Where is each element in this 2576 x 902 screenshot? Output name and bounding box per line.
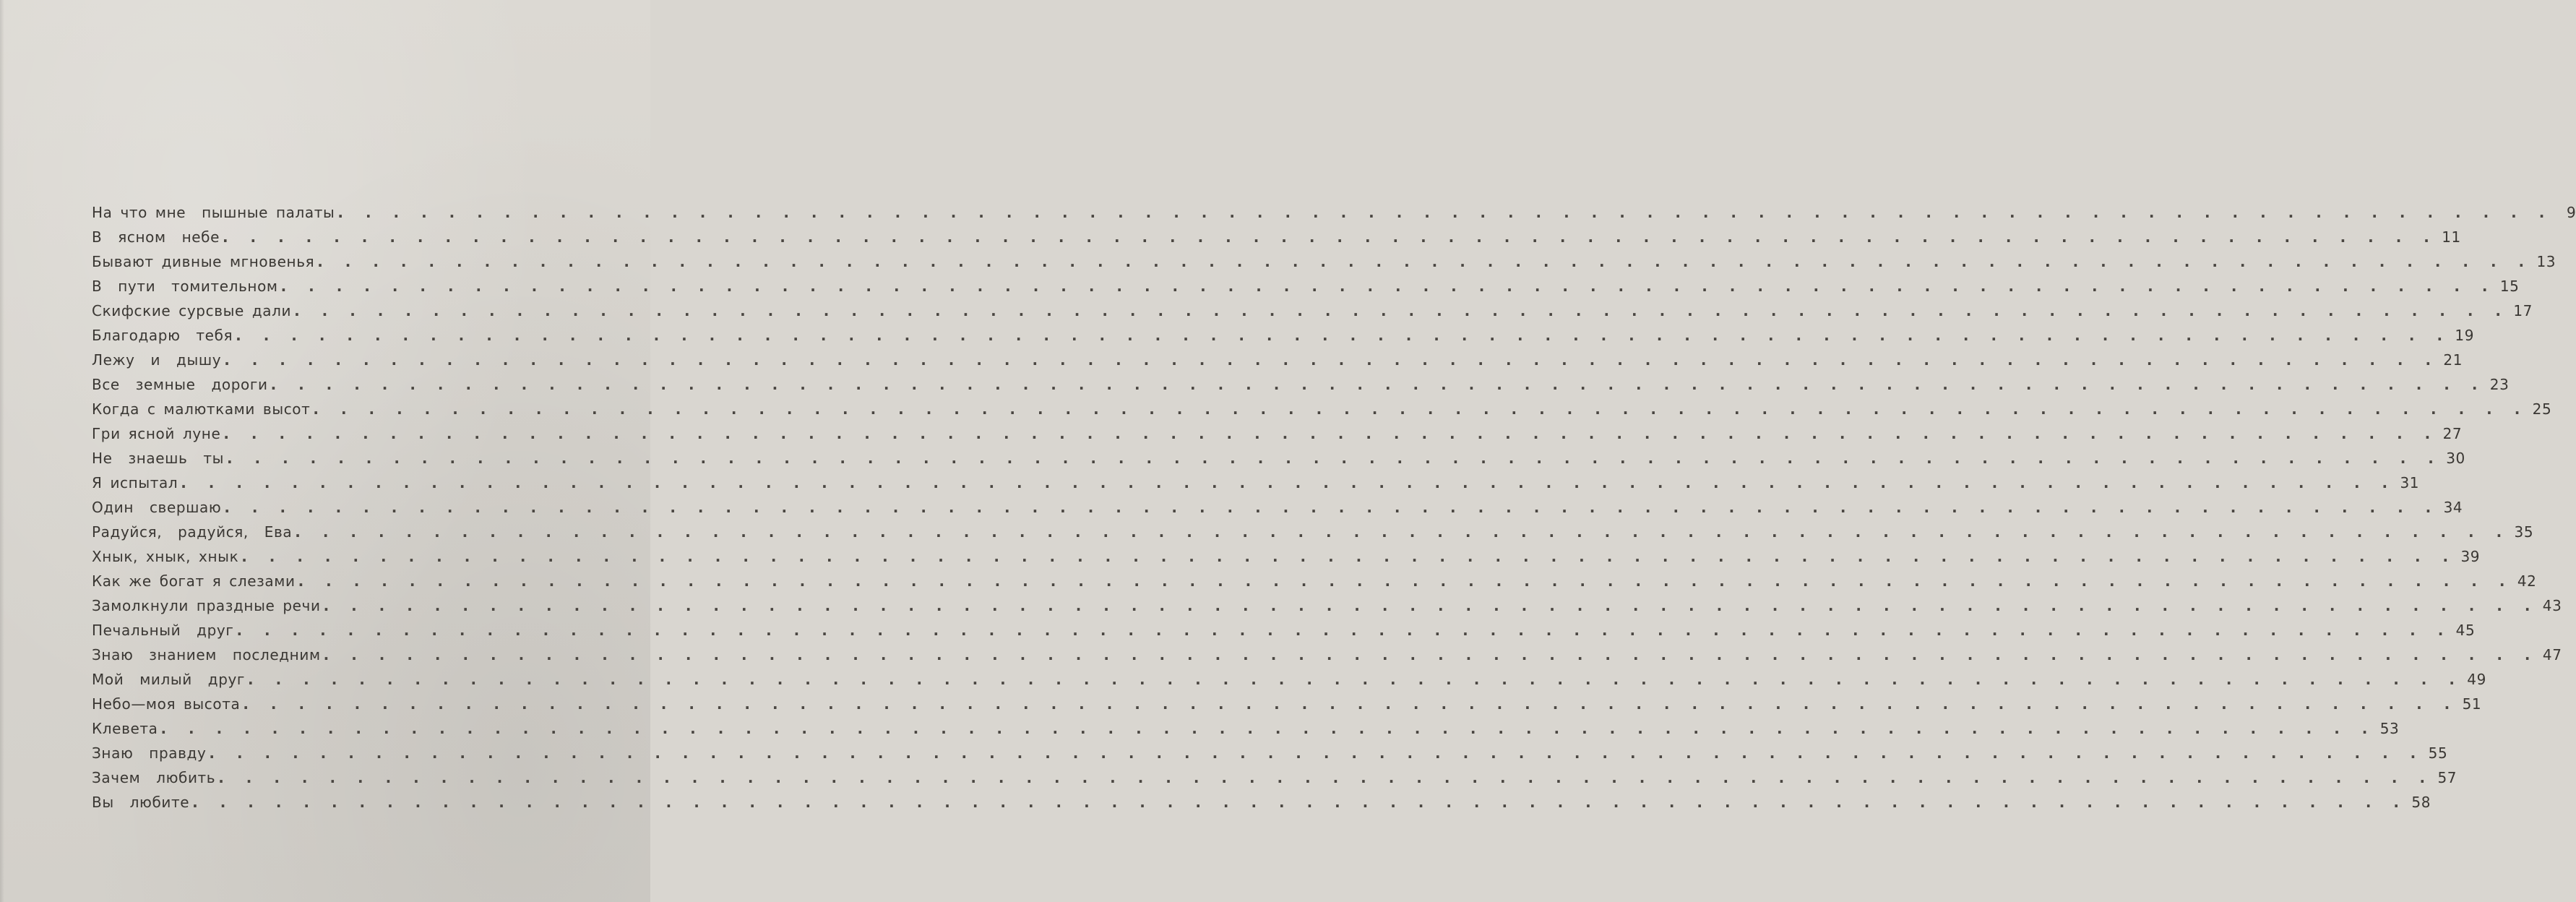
dot-leader: . . . . . . . . . . . . . . . . . . . . . . . . . . . . . . . . . . . . . . . . . . . . . . . . . . . . . . . . . . . . . . . . . . . . . . . . . . . . . . . . bbox=[209, 744, 2424, 762]
toc-entry-page-number: 21 bbox=[2443, 351, 2463, 369]
toc-entry bbox=[92, 200, 2576, 225]
toc-entry-title: Зачем любить bbox=[92, 769, 216, 786]
toc-entry bbox=[92, 397, 2552, 421]
toc-entry-title: На что мне пышные палаты bbox=[92, 204, 335, 221]
toc-entry-page-number: 53 bbox=[2379, 720, 2400, 737]
toc-entry bbox=[92, 520, 2534, 544]
toc-entry bbox=[92, 790, 2431, 815]
toc-entry-page-number: 9 bbox=[2566, 204, 2576, 221]
toc-entry bbox=[92, 643, 2562, 667]
toc-entry-page-number: 30 bbox=[2446, 450, 2465, 467]
toc-entry-page-number: 17 bbox=[2513, 302, 2533, 319]
toc-entry-title: Замолкнули праздные речи bbox=[92, 597, 321, 614]
toc-entry-page-number: 35 bbox=[2514, 523, 2534, 541]
dot-leader: . . . . . . . . . . . . . . . . . . . . . . . . . . . . . . . . . . . . . . . . . . . . . . . . . . . . . . . . . . . . . . . . . . . . . . . . . . . . . . . . bbox=[323, 646, 2538, 663]
toc-entry-page-number: 57 bbox=[2437, 769, 2457, 786]
toc-entry-title: Радуйся, радуйся, Ева bbox=[92, 523, 293, 541]
toc-entry-title: Благодарю тебя bbox=[92, 327, 233, 344]
toc-entry-page-number: 43 bbox=[2542, 597, 2562, 614]
toc-entry-title: Клевета bbox=[92, 720, 158, 737]
toc-entry-page-number: 34 bbox=[2443, 499, 2463, 516]
toc-entry-title: Один свершаю bbox=[92, 499, 222, 516]
toc-entry bbox=[92, 741, 2448, 765]
toc-entry bbox=[92, 618, 2476, 643]
toc-entry-title: Скифские сурсвые дали bbox=[92, 302, 292, 319]
dot-leader: . . . . . . . . . . . . . . . . . . . . . . . . . . . . . . . . . . . . . . . . . . . . . . . . . . . . . . . . . . . . . . . . . . . . . . . . . . . . . . . . bbox=[236, 327, 2450, 344]
toc-entry-title: Когда с малютками высот bbox=[92, 400, 311, 418]
toc-entry bbox=[92, 348, 2463, 372]
dot-leader: . . . . . . . . . . . . . . . . . . . . . . . . . . . . . . . . . . . . . . . . . . . . . . . . . . . . . . . . . . . . . . . . . . . . . . . . . . . . . . . . bbox=[218, 769, 2433, 786]
toc-entry-page-number: 58 bbox=[2411, 794, 2431, 811]
toc-entry-page-number: 51 bbox=[2462, 695, 2482, 713]
dot-leader: . . . . . . . . . . . . . . . . . . . . . . . . . . . . . . . . . . . . . . . . . . . . . . . . . . . . . . . . . . . . . . . . . . . . . . . . . . . . . . . . bbox=[160, 720, 2375, 737]
dot-leader: . . . . . . . . . . . . . . . . . . . . . . . . . . . . . . . . . . . . . . . . . . . . . . . . . . . . . . . . . . . . . . . . . . . . . . . . . . . . . . . . bbox=[317, 253, 2532, 270]
toc-entry-title: В пути томительном bbox=[92, 278, 278, 295]
toc-entry-title: Лежу и дышу bbox=[92, 351, 222, 369]
dot-leader: . . . . . . . . . . . . . . . . . . . . . . . . . . . . . . . . . . . . . . . . . . . . . . . . . . . . . . . . . . . . . . . . . . . . . . . . . . . . . . . . bbox=[224, 499, 2439, 516]
dot-leader: . . . . . . . . . . . . . . . . . . . . . . . . . . . . . . . . . . . . . . . . . . . . . . . . . . . . . . . . . . . . . . . . . . . . . . . . . . . . . . . . bbox=[280, 278, 2495, 295]
toc-entry bbox=[92, 225, 2461, 249]
dot-leader: . . . . . . . . . . . . . . . . . . . . . . . . . . . . . . . . . . . . . . . . . . . . . . . . . . . . . . . . . . . . . . . . . . . . . . . . . . . . . . . . bbox=[295, 523, 2510, 541]
toc-entry-page-number: 55 bbox=[2428, 744, 2448, 762]
toc-entry-page-number: 11 bbox=[2442, 228, 2461, 246]
toc-entry-page-number: 49 bbox=[2467, 671, 2486, 688]
toc-entry-title: Мой милый друг bbox=[92, 671, 246, 688]
toc-entry-title: Не знаешь ты bbox=[92, 450, 224, 467]
dot-leader: . . . . . . . . . . . . . . . . . . . . . . . . . . . . . . . . . . . . . . . . . . . . . . . . . . . . . . . . . . . . . . . . . . . . . . . . . . . . . . . . bbox=[294, 302, 2508, 319]
toc-entry-title: Все земные дороги bbox=[92, 376, 268, 393]
toc-entry-page-number: 47 bbox=[2542, 646, 2562, 663]
dot-leader: . . . . . . . . . . . . . . . . . . . . . . . . . . . . . . . . . . . . . . . . . . . . . . . . . . . . . . . . . . . . . . . . . . . . . . . . . . . . . . . . bbox=[270, 376, 2485, 393]
dot-leader: . . . . . . . . . . . . . . . . . . . . . . . . . . . . . . . . . . . . . . . . . . . . . . . . . . . . . . . . . . . . . . . . . . . . . . . . . . . . . . . . bbox=[224, 351, 2439, 369]
toc-entry-page-number: 31 bbox=[2400, 474, 2420, 491]
toc-entry bbox=[92, 716, 2400, 741]
dot-leader: . . . . . . . . . . . . . . . . . . . . . . . . . . . . . . . . . . . . . . . . . . . . . . . . . . . . . . . . . . . . . . . . . . . . . . . . . . . . . . . . bbox=[298, 572, 2512, 590]
toc-entry bbox=[92, 421, 2463, 446]
toc-entry-page-number: 13 bbox=[2536, 253, 2556, 270]
toc-entry-title: В ясном небе bbox=[92, 228, 220, 246]
toc-entry-title: Как же богат я слезами bbox=[92, 572, 296, 590]
toc-entry-page-number: 15 bbox=[2499, 278, 2520, 295]
toc-entry bbox=[92, 593, 2562, 618]
toc-entry bbox=[92, 274, 2520, 298]
toc-entry bbox=[92, 372, 2510, 397]
toc-entry-title: Гри ясной луне bbox=[92, 425, 221, 442]
toc-entry-title: Небо—моя высота bbox=[92, 695, 241, 713]
dot-leader: . . . . . . . . . . . . . . . . . . . . . . . . . . . . . . . . . . . . . . . . . . . . . . . . . . . . . . . . . . . . . . . . . . . . . . . . . . . . . . . . bbox=[243, 695, 2457, 713]
toc-entry bbox=[92, 692, 2482, 716]
toc-entry bbox=[92, 569, 2537, 593]
toc-entry-title: Бывают дивные мгновенья bbox=[92, 253, 315, 270]
toc-entry-page-number: 25 bbox=[2532, 400, 2552, 418]
toc-entry-title: Печальный друг bbox=[92, 622, 234, 639]
toc-entry bbox=[92, 495, 2463, 520]
dot-leader: . . . . . . . . . . . . . . . . . . . . . . . . . . . . . . . . . . . . . . . . . . . . . . . . . . . . . . . . . . . . . . . . . . . . . . . . . . . . . . . . bbox=[223, 425, 2438, 442]
toc-entry-page-number: 27 bbox=[2442, 425, 2463, 442]
dot-leader: . . . . . . . . . . . . . . . . . . . . . . . . . . . . . . . . . . . . . . . . . . . . . . . . . . . . . . . . . . . . . . . . . . . . . . . . . . . . . . . . bbox=[181, 474, 2395, 491]
dot-leader: . . . . . . . . . . . . . . . . . . . . . . . . . . . . . . . . . . . . . . . . . . . . . . . . . . . . . . . . . . . . . . . . . . . . . . . . . . . . . . . . bbox=[226, 450, 2441, 467]
toc-entry-page-number: 42 bbox=[2517, 572, 2537, 590]
dot-leader: . . . . . . . . . . . . . . . . . . . . . . . . . . . . . . . . . . . . . . . . . . . . . . . . . . . . . . . . . . . . . . . . . . . . . . . . . . . . . . . . bbox=[223, 228, 2437, 246]
toc-entry bbox=[92, 446, 2465, 471]
dot-leader: . . . . . . . . . . . . . . . . . . . . . . . . . . . . . . . . . . . . . . . . . . . . . . . . . . . . . . . . . . . . . . . . . . . . . . . . . . . . . . . . bbox=[236, 622, 2451, 639]
toc-entry-page-number: 19 bbox=[2455, 327, 2475, 344]
dot-leader: . . . . . . . . . . . . . . . . . . . . . . . . . . . . . . . . . . . . . . . . . . . . . . . . . . . . . . . . . . . . . . . . . . . . . . . . . . . . . . . . bbox=[337, 204, 2552, 221]
table-of-contents bbox=[92, 200, 2576, 815]
dot-leader: . . . . . . . . . . . . . . . . . . . . . . . . . . . . . . . . . . . . . . . . . . . . . . . . . . . . . . . . . . . . . . . . . . . . . . . . . . . . . . . . bbox=[192, 794, 2407, 811]
dot-leader: . . . . . . . . . . . . . . . . . . . . . . . . . . . . . . . . . . . . . . . . . . . . . . . . . . . . . . . . . . . . . . . . . . . . . . . . . . . . . . . . bbox=[323, 597, 2538, 614]
toc-entry-page-number: 45 bbox=[2455, 622, 2476, 639]
toc-entry-page-number: 39 bbox=[2460, 548, 2481, 565]
toc-entry bbox=[92, 249, 2556, 274]
dot-leader: . . . . . . . . . . . . . . . . . . . . . . . . . . . . . . . . . . . . . . . . . . . . . . . . . . . . . . . . . . . . . . . . . . . . . . . . . . . . . . . . bbox=[241, 548, 2456, 565]
toc-entry bbox=[92, 765, 2457, 790]
toc-entry-page-number: 23 bbox=[2489, 376, 2510, 393]
toc-entry bbox=[92, 323, 2475, 348]
toc-entry bbox=[92, 544, 2481, 569]
toc-entry bbox=[92, 667, 2486, 692]
toc-entry bbox=[92, 471, 2420, 495]
toc-entry-title: Я испытал bbox=[92, 474, 178, 491]
toc-entry-title: Хнык, хнык, хнык bbox=[92, 548, 239, 565]
toc-entry-title: Вы любите bbox=[92, 794, 190, 811]
dot-leader: . . . . . . . . . . . . . . . . . . . . . . . . . . . . . . . . . . . . . . . . . . . . . . . . . . . . . . . . . . . . . . . . . . . . . . . . . . . . . . . . bbox=[248, 671, 2462, 688]
toc-entry bbox=[92, 298, 2533, 323]
toc-entry-title: Знаю правду bbox=[92, 744, 207, 762]
dot-leader: . . . . . . . . . . . . . . . . . . . . . . . . . . . . . . . . . . . . . . . . . . . . . . . . . . . . . . . . . . . . . . . . . . . . . . . . . . . . . . . . bbox=[313, 400, 2528, 418]
toc-entry-title: Знаю знанием последним bbox=[92, 646, 321, 663]
